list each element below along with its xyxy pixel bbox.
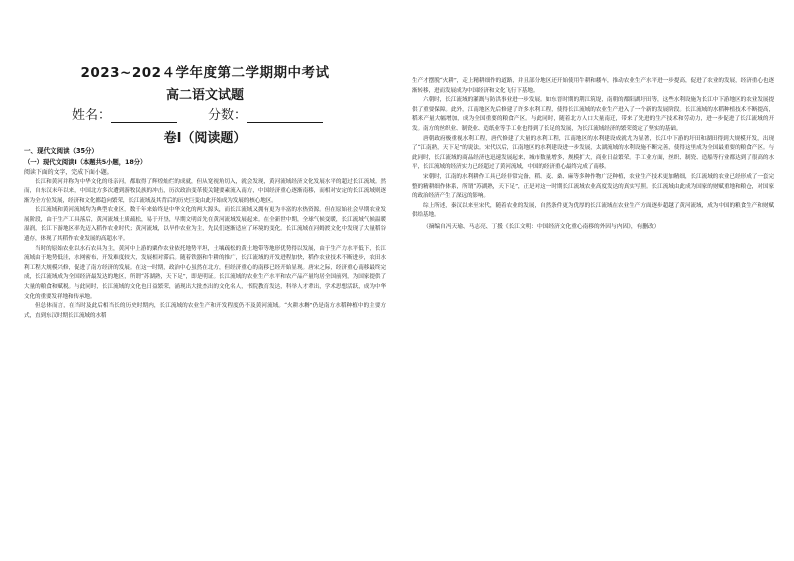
right-text <box>412 77 774 233</box>
exam-title: 2023~202４学年度第二学期期中考试 <box>80 65 330 81</box>
paragraph: 六朝时，长江流域的灌溉与防洪事业进一步发展。如东晋时期的荆江筑堤，南朝的都阳湖圩田等，这些水利设施为长江中下游地区的农业发展提供了重要保障。此外，江南地区先后修建了许多水利工程，使得长江流域的农业生产进入了一个新的发展阶段。长江流域的水稻种植技术不断提高，稻米产量大幅增加，成为全国重要的粮食产区。与此同时，随着北方人口大量南迁，带来了先进的生产技术和劳动力，进一步促进了长江流域的开发。南方的丝织业、制瓷业、造纸业等手工业也得到了长足的发展，为长江流域经济的繁荣奠定了坚实的基础。 <box>412 97 774 132</box>
left-text <box>24 146 386 321</box>
name-blank[interactable] <box>111 108 177 123</box>
score-blank[interactable] <box>247 108 323 123</box>
paragraph: 长江流域和黄河流域均为典型农业区，数千年来始终是中华文化的两大源头，而长江流域又拥有更为丰富的水热资源。但在原始社会早期农业发展阶段，由于生产工具落后，黄河流域土质疏松，易于开垦，早期文明首先在黄河流域发展起来。在全新世中期，全球气候变暖，长江流域气候温暖湿润，长江下游地区率先迈入稻作农业时代；黄河流域，以旱作农业为主，先民们逐渐适应了环境的变化。长江流域在河姆渡文化中发现了大量稻谷遗存，体现了其稻作农业发展的高超水平。 <box>24 207 386 243</box>
source-citation: （摘编自冯天瑜、马志亮、丁援《长江文明：中国经济文化重心南移的外因与内因》，有删改） <box>423 223 660 230</box>
name-field[interactable] <box>72 104 177 123</box>
instruction: 阅读下面的文字，完成下面小题。 <box>24 168 113 176</box>
section-heading: 一、现代文阅读（35分） <box>24 147 98 155</box>
subsection-heading: （一）现代文阅读Ⅰ（本题共5小题，18分） <box>24 158 147 166</box>
paragraph: 当时的原始农业以水石农具为主，黄河中上游的粟作农业依托地势平坦，土壤疏松的黄土地带等地形优势得以发展，由于生产力水平低下，长江流域由于地势低洼，水网密布，开发难度较大，发展相对滞后。随着铁器和牛耕的推广，长江流域的开发进程加快，稻作农业技术不断进步，农田水利工程大规模兴修，促进了南方经济的发展。在这一时期，政治中心虽然在北方，但经济重心的南移已经开始显现。唐宋之际，经济重心南移最终完成，长江流域成为全国经济最发达的地区，所谓“苏湖熟，天下足”，即是明证。长江流域的农业生产水平和农产品产量均居全国前列，为国家提供了大量的粮食和赋税。与此同时，长江流域的文化也日益繁荣，涌现出大批杰出的文化名人，书院教育发达，科举人才辈出，学术思想活跃，成为中华文化的重要发祥地和传承地。 <box>24 245 386 300</box>
score-field[interactable] <box>208 104 323 123</box>
exam-subtitle: 高二语文试题 <box>165 88 244 103</box>
paragraph: 唐朝政府极重视水利工程，唐代修建了大量的水利工程，江南地区的水利建设成就尤为显著，长江中下游的圩田和湖田得到大规模开发，出现了“江南熟，天下足”的说法。宋代以后，江南地区的水利建设进一步发展，太湖流域的水利设施不断完善，使得这里成为全国最重要的粮食产区。与此同时，长江流域的商品经济也迅速发展起来，城市数量增多，规模扩大，商业日益繁荣。手工业方面，丝织、制瓷、造船等行业都达到了很高的水平，长江流域的经济实力已经超过了黄河流域，中国的经济重心最终完成了南移。 <box>412 135 774 171</box>
paragraph: 宋朝时，江南的水利耕作工具已经非常完备，稻、麦、桑、麻等多种作物广泛种植，农业生产技术更加精细，长江流域的农业已经形成了一套完整的精耕细作体系，所谓“苏湖熟，天下足”，正是对这一时期长江流域农业高度发达的真实写照。长江流域由此成为国家的财赋重地和粮仓，对国家的政治经济产生了深远的影响。 <box>412 173 774 200</box>
score-label: 分数： <box>208 108 248 123</box>
paragraph: 长江和黄河并称为中华文化的母亲河，都取得了辉煌灿烂的成就，但从宽视角切入，就会发现，黄河流域经济文化发展水平的超过长江流域。然而，自东汉末年以来，中国北方多次遭到游牧民族的冲击，历次政治变革使关键要素流入南方，中国经济重心逐渐南移，而相对安定的长江流域则逐渐为全方位发展，经济和文化都趋向繁荣，长江流域及其背后的历史巨变由此开始成为发展的核心地区。 <box>24 178 386 204</box>
volume-heading: 卷Ⅰ（阅读题） <box>163 131 247 146</box>
paragraph: 但总体而言，在当时及此后相当长的历史时期内，长江流域的农业生产和开发程度仍不及黄河流域。“火耕水耨”仍是南方水稻种植中的主要方式，直到东汉时期长江流域的水稻 <box>24 303 386 319</box>
paragraph: 综上所述，秦汉以来至宋代，随着农业的发展，自然条件更为优厚的长江流域在农业生产方面逐步超越了黄河流域，成为中国的粮食生产和财赋供给基地。 <box>412 202 774 219</box>
student-fields <box>72 104 372 124</box>
paragraph: 生产才摆脱“火耕”，走上精耕细作的道路，并且部分地区还开始使用牛耕和耧车，推动农业生产水平进一步提高，促进了农业的发展，经济重心也逐渐转移，进而发展成为中国经济和文化飞行下基地。 <box>412 78 774 94</box>
name-label: 姓名： <box>72 108 112 123</box>
